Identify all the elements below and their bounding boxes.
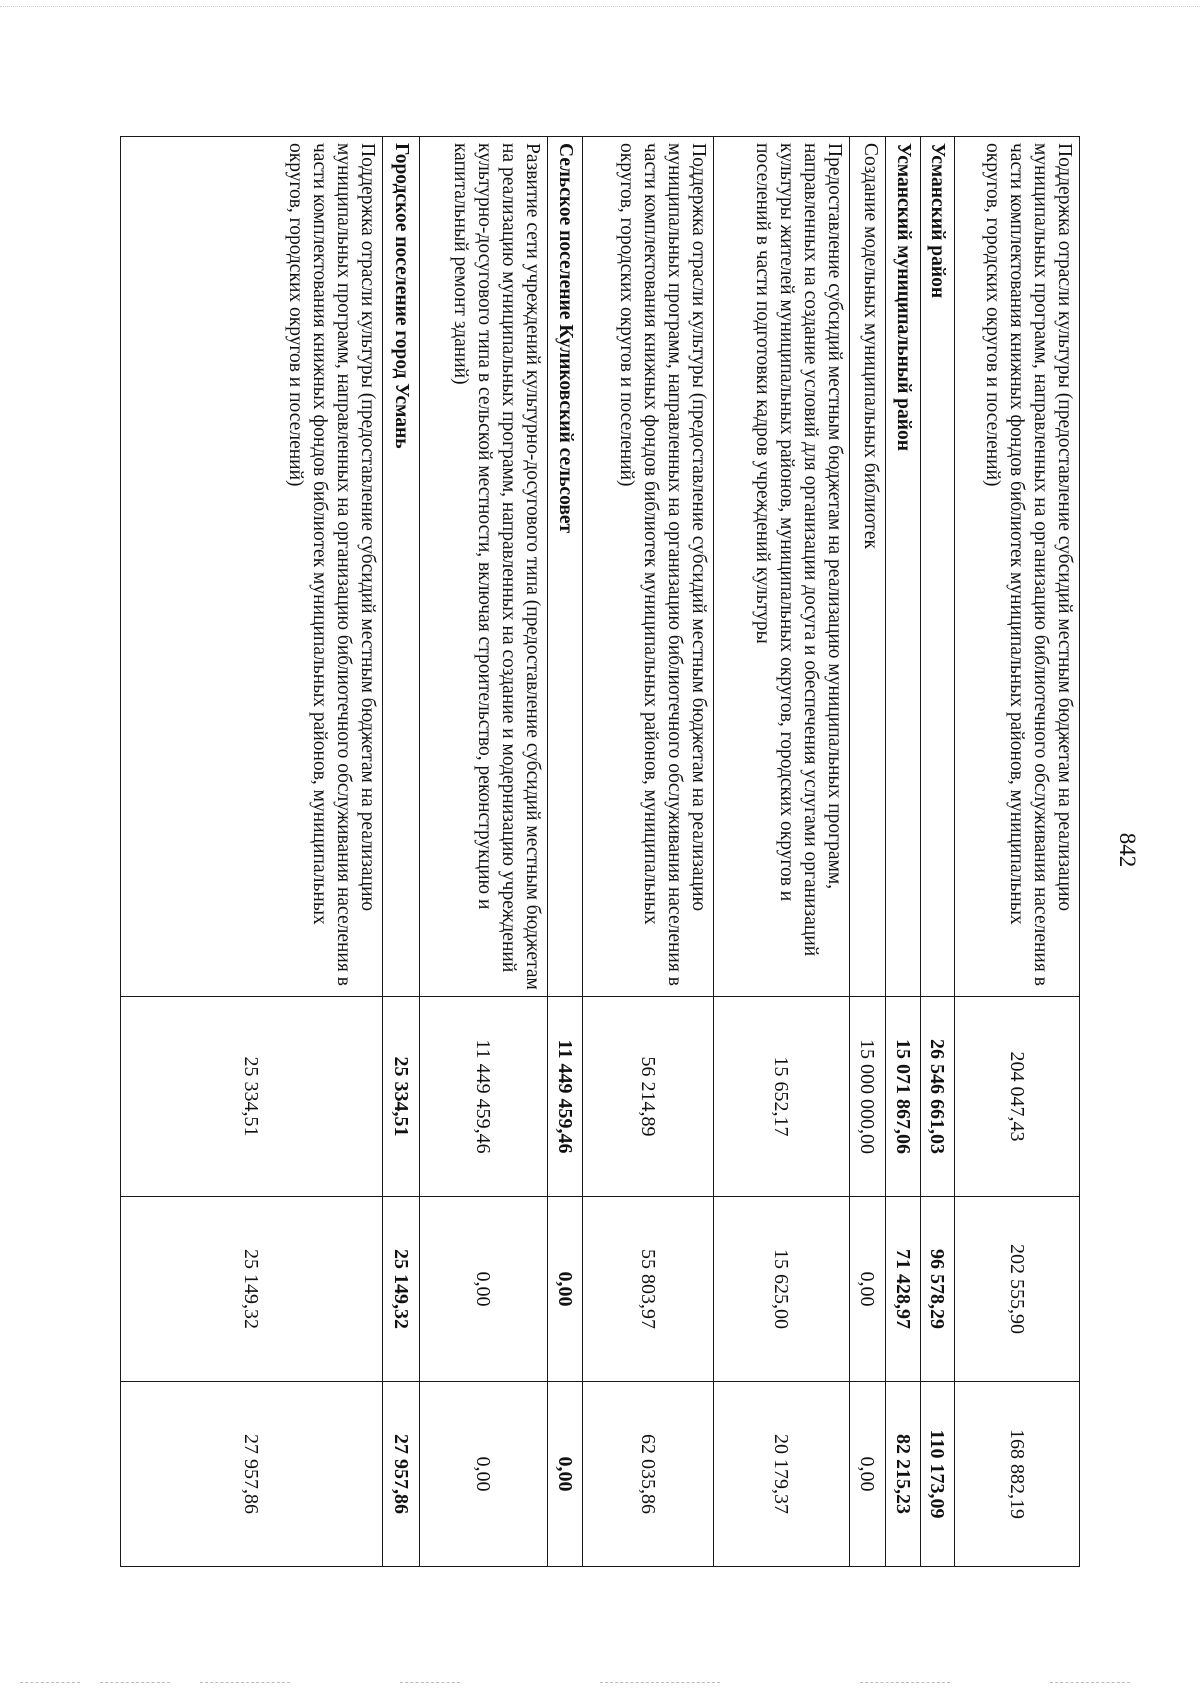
table-row-total — [921, 137, 955, 1567]
row-value-3: 20 179,37 — [714, 1382, 850, 1567]
row-value-1: 15 652,17 — [714, 997, 850, 1197]
row-value-2: 15 625,00 — [714, 1197, 850, 1382]
budget-table — [120, 136, 1080, 1567]
scan-edge — [20, 1682, 80, 1683]
row-value-2: 55 803,97 — [583, 1197, 714, 1382]
row-name: Создание модельных муниципальных библиотек — [850, 137, 886, 997]
table-row — [955, 137, 1080, 1567]
table-row — [121, 137, 383, 1567]
row-value-1: 11 449 459,46 — [548, 997, 583, 1197]
row-name: Сельское поселение Куликовский сельсовет — [548, 137, 583, 997]
row-value-3: 110 173,09 — [921, 1382, 955, 1567]
row-value-3: 0,00 — [420, 1382, 548, 1567]
row-value-2: 71 428,97 — [886, 1197, 921, 1382]
scan-edge — [400, 1682, 460, 1683]
row-name: Поддержка отрасли культуры (предоставление субсидий местным бюджетам на реализацию муниципальных программ, направленных на организацию библиотечного обслуживания населения в части комплектования книжных фондов библиотек муниципальных районов, муниципальных округов, городских округов и поселений) — [955, 137, 1080, 997]
row-value-2: 0,00 — [548, 1197, 583, 1382]
scan-edge — [1050, 1682, 1130, 1683]
row-value-1: 25 334,51 — [383, 997, 420, 1197]
row-name: Усманский район — [921, 137, 955, 997]
row-value-3: 62 035,86 — [583, 1382, 714, 1567]
row-value-2: 96 578,29 — [921, 1197, 955, 1382]
row-value-2: 0,00 — [420, 1197, 548, 1382]
table-row — [850, 137, 886, 1567]
row-value-2: 0,00 — [850, 1197, 886, 1382]
row-value-1: 15 071 867,06 — [886, 997, 921, 1197]
scan-edge — [600, 1682, 720, 1683]
row-value-1: 15 000 000,00 — [850, 997, 886, 1197]
table-row — [714, 137, 850, 1567]
row-value-3: 168 882,19 — [955, 1382, 1080, 1567]
table-row — [420, 137, 548, 1567]
row-name: Предоставление субсидий местным бюджетам на реализацию муниципальных программ, направленных на создание условий для организации досуга и обеспечения услугами организаций культуры жителей муниципальных районов, муниципальных округов, городских округов и поселений в части подготовки кадров учреждений культуры — [714, 137, 850, 997]
table-row-total — [886, 137, 921, 1567]
scan-edge — [100, 1682, 170, 1683]
row-value-2: 25 149,32 — [121, 1197, 383, 1382]
scan-edge — [200, 1682, 290, 1683]
row-value-3: 0,00 — [850, 1382, 886, 1567]
row-value-1: 25 334,51 — [121, 997, 383, 1197]
row-value-3: 27 957,86 — [121, 1382, 383, 1567]
row-value-1: 204 047,43 — [955, 997, 1080, 1197]
page-number: 842 — [1115, 832, 1140, 868]
row-value-1: 56 214,89 — [583, 997, 714, 1197]
budget-table-rotated — [120, 136, 1080, 1566]
row-value-3: 82 215,23 — [886, 1382, 921, 1567]
row-value-2: 202 555,90 — [955, 1197, 1080, 1382]
row-name: Развитие сети учреждений культурно-досугового типа (предоставление субсидий местным бюджетам на реализацию муниципальных программ, направленных на создание и модернизацию учреждений культурно-досугового типа в сельской местности, включая строительство, реконструкцию и капитальный ремонт зданий) — [420, 137, 548, 997]
row-value-1: 26 546 661,03 — [921, 997, 955, 1197]
row-value-3: 0,00 — [548, 1382, 583, 1567]
row-value-1: 11 449 459,46 — [420, 997, 548, 1197]
row-name: Поддержка отрасли культуры (предоставление субсидий местным бюджетам на реализацию муниципальных программ, направленных на организацию библиотечного обслуживания населения в части комплектования книжных фондов библиотек муниципальных районов, муниципальных округов, городских округов и поселений) — [121, 137, 383, 997]
row-name: Усманский муниципальный район — [886, 137, 921, 997]
row-name: Поддержка отрасли культуры (предоставление субсидий местным бюджетам на реализацию муниципальных программ, направленных на организацию библиотечного обслуживания населения в части комплектования книжных фондов библиотек муниципальных районов, муниципальных округов, городских округов и поселений) — [583, 137, 714, 997]
row-value-2: 25 149,32 — [383, 1197, 420, 1382]
table-row-total — [548, 137, 583, 1567]
table-row-total — [383, 137, 420, 1567]
scan-edge — [860, 1682, 950, 1683]
row-name: Городское поселение город Усмань — [383, 137, 420, 997]
table-row — [583, 137, 714, 1567]
row-value-3: 27 957,86 — [383, 1382, 420, 1567]
scan-edge — [0, 6, 1200, 7]
